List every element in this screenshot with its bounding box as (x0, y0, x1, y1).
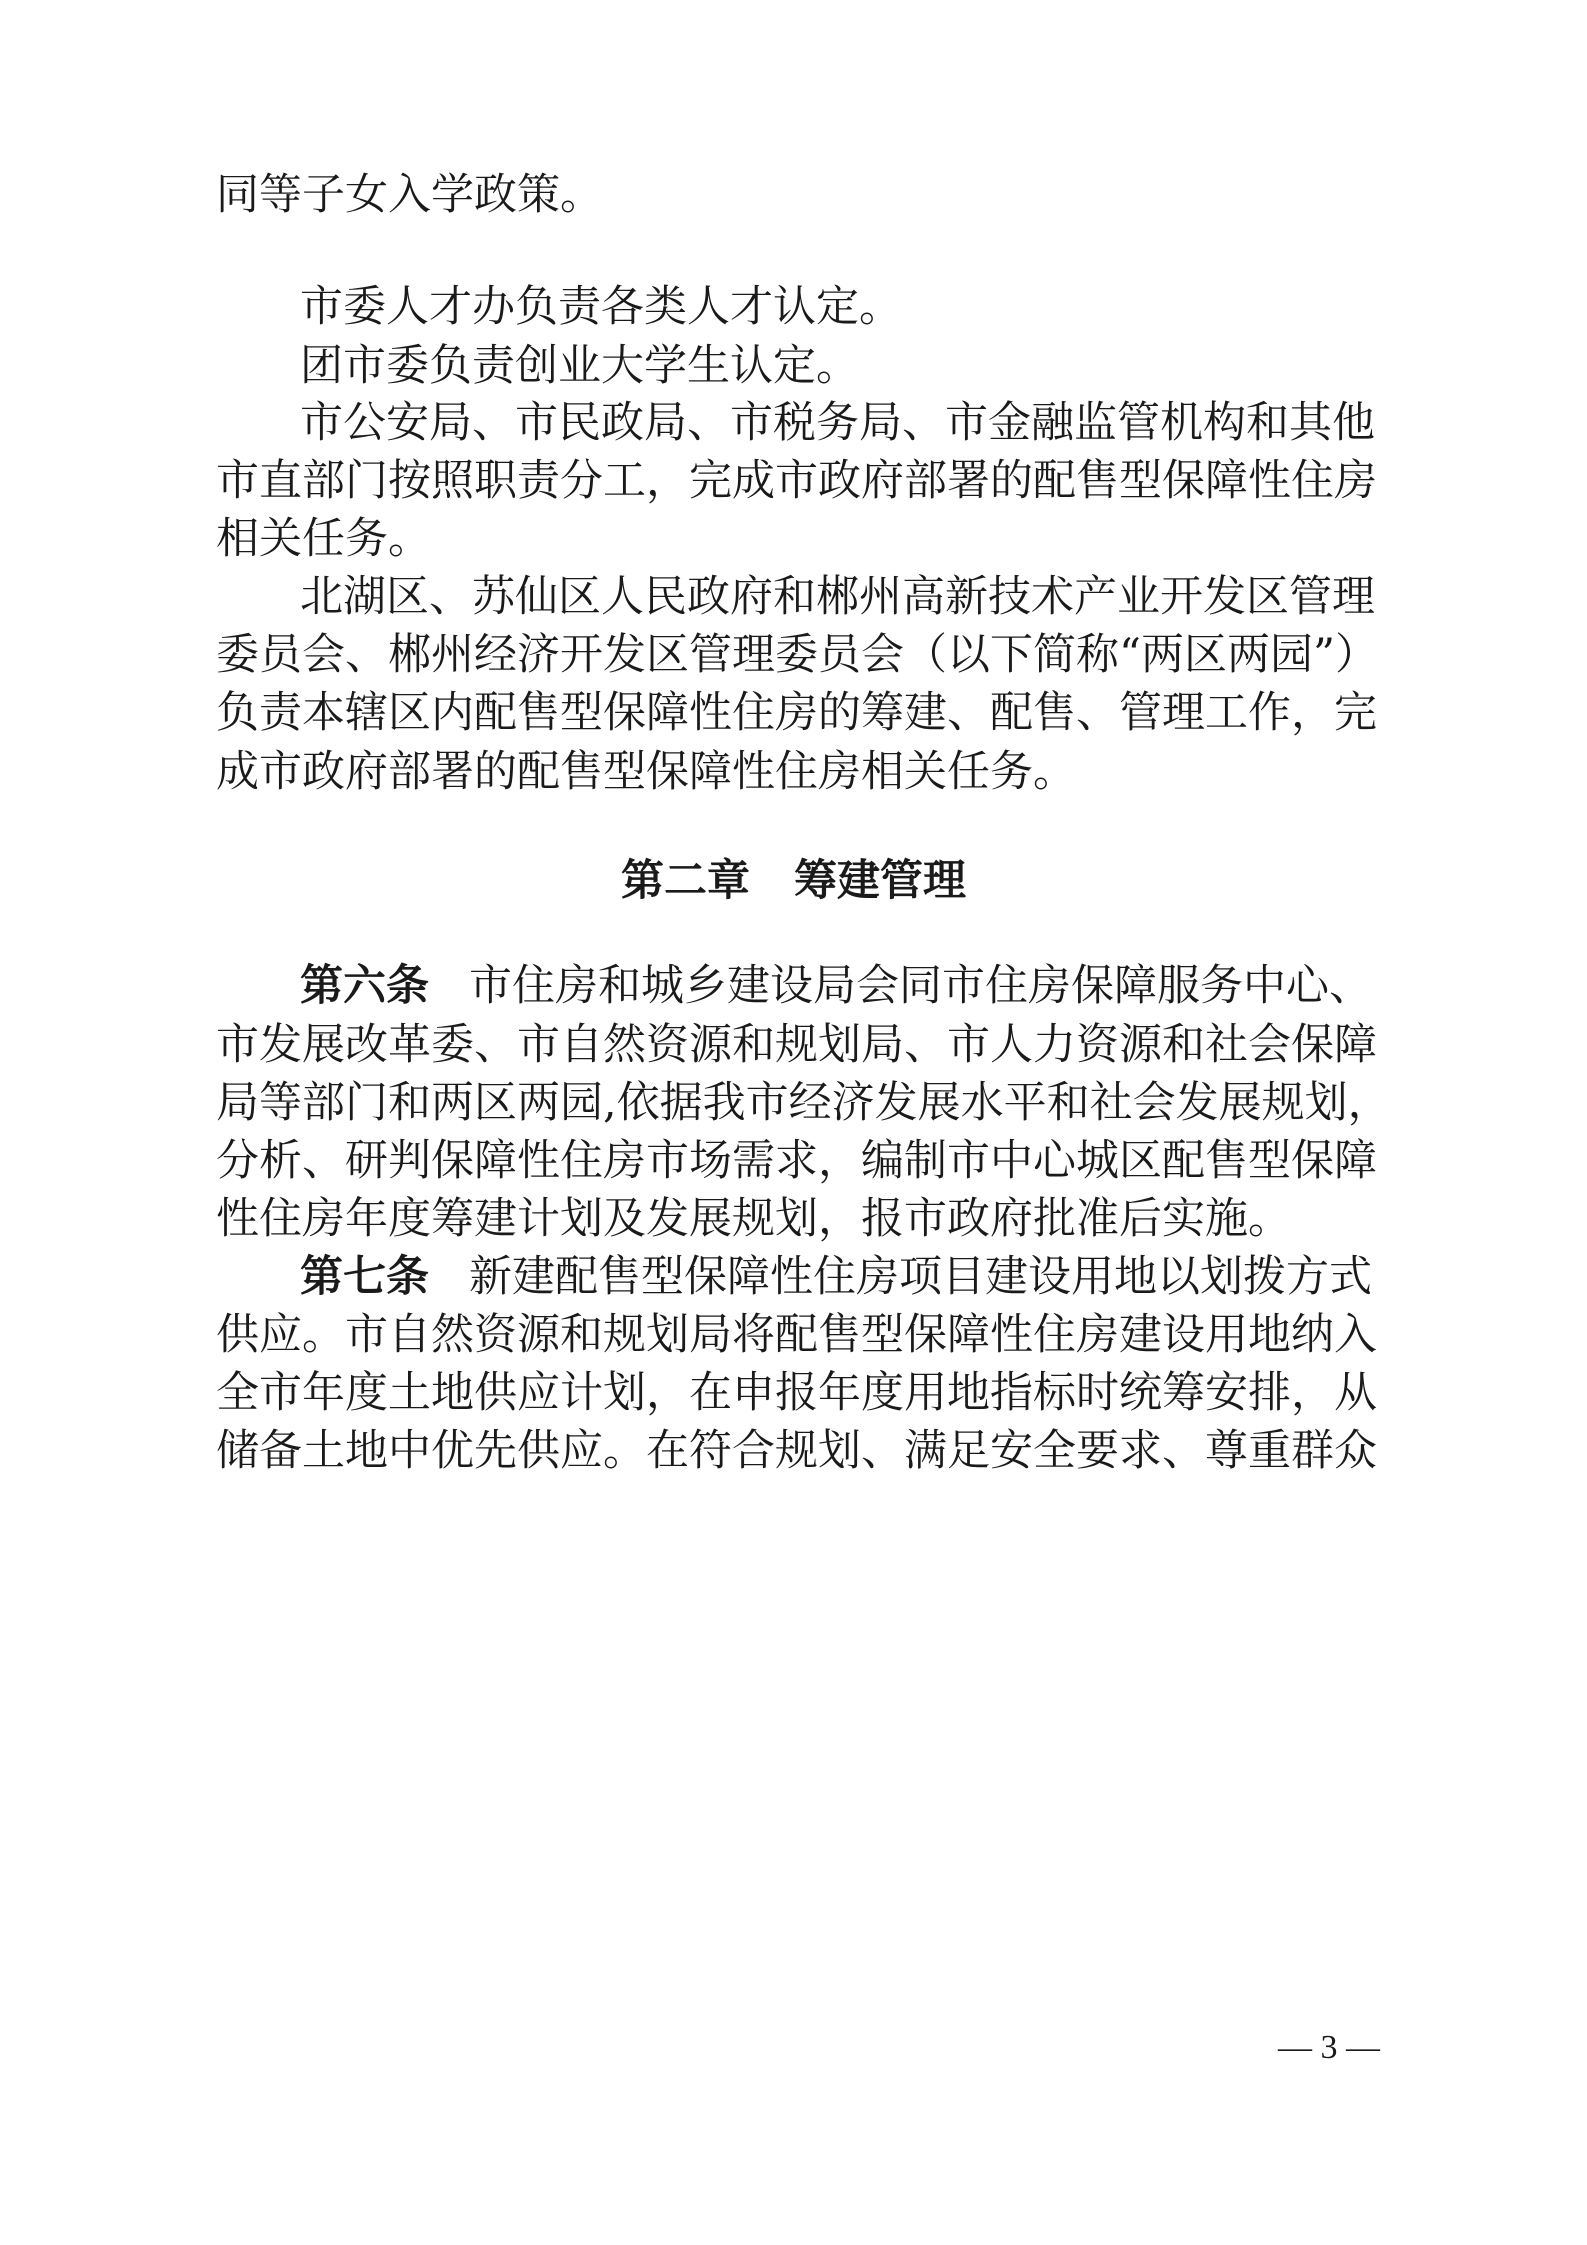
paragraph-line: 性住房年度筹建计划及发展规划，报市政府批准后实施。 (216, 1194, 1291, 1244)
paragraph-line: 团市委负责创业大学生认定。 (300, 341, 859, 391)
chapter-heading (0, 851, 1587, 911)
paragraph-line: 全市年度土地供应计划，在申报年度用地指标时统筹安排，从 (216, 1368, 1377, 1418)
paragraph-line: 储备土地中优先供应。在符合规划、满足安全要求、尊重群众 (216, 1426, 1377, 1476)
paragraph-line: 市发展改革委、市自然资源和规划局、市人力资源和社会保障 (216, 1020, 1377, 1070)
article-text: 新建配售型保障性住房项目建设用地以划拨方式 (469, 1252, 1372, 1302)
chapter-number: 第二章 (621, 856, 750, 906)
paragraph-line: 市公安局、市民政局、市税务局、市金融监管机构和其他 (300, 398, 1375, 448)
article-text: 市住房和城乡建设局会同市住房保障服务中心、 (469, 961, 1372, 1011)
article-line (300, 956, 1372, 1016)
paragraph-line: 供应。市自然资源和规划局将配售型保障性住房建设用地纳入 (216, 1310, 1377, 1360)
paragraph-line: 相关任务。 (216, 514, 431, 564)
paragraph-line: 局等部门和两区两园,依据我市经济发展水平和社会发展规划， (216, 1078, 1391, 1128)
chapter-title: 筹建管理 (794, 856, 966, 906)
article-number: 第七条 (300, 1252, 429, 1302)
paragraph-line: 成市政府部署的配售型保障性住房相关任务。 (216, 747, 1076, 797)
page-number: — 3 — (1278, 2029, 1380, 2066)
paragraph-line: 同等子女入学政策。 (216, 170, 603, 220)
article-number: 第六条 (300, 961, 429, 1011)
paragraph-line: 市直部门按照职责分工，完成市政府部署的配售型保障性住房 (216, 456, 1377, 506)
article-line (300, 1247, 1372, 1307)
paragraph-line: 市委人才办负责各类人才认定。 (300, 282, 902, 332)
paragraph-line: 负责本辖区内配售型保障性住房的筹建、配售、管理工作，完 (216, 688, 1377, 738)
paragraph-line: 北湖区、苏仙区人民政府和郴州高新技术产业开发区管理 (300, 572, 1375, 622)
paragraph-line: 分析、研判保障性住房市场需求，编制市中心城区配售型保障 (216, 1136, 1377, 1186)
paragraph-line: 委员会、郴州经济开发区管理委员会（以下简称“两区两园”） (216, 630, 1378, 680)
